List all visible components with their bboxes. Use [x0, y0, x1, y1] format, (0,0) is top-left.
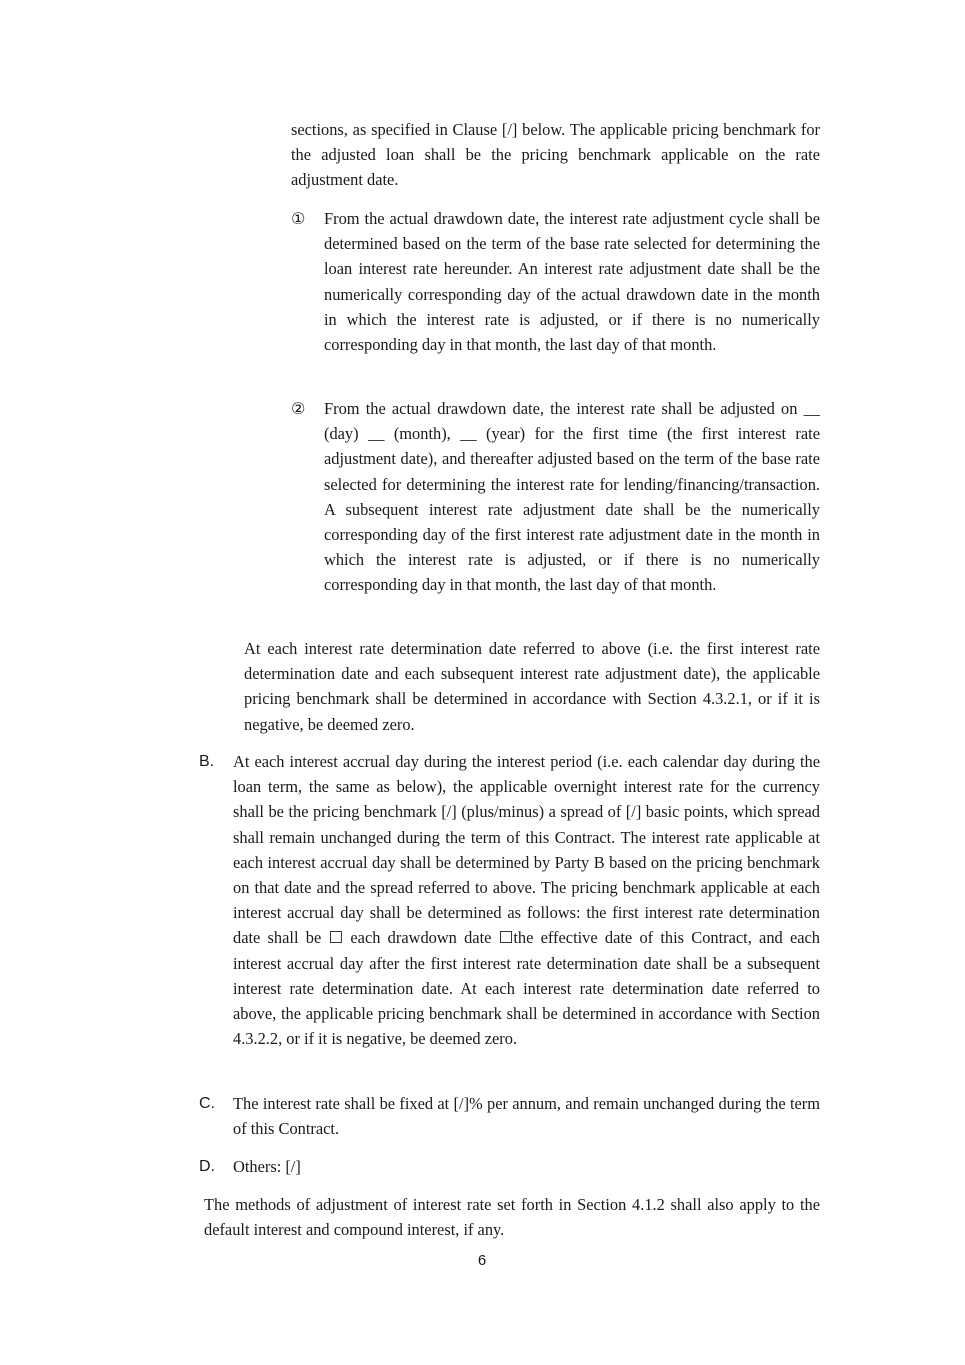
determination-paragraph: [244, 636, 820, 737]
lettered-item-b: [199, 749, 820, 1051]
lettered-item-text: At each interest accrual day during the interest period (i.e. each calendar day during the loan term, the same as below), the applicable overnight interest rate for the currency shall be the pricing benchmark [/] (plus/minus) a spread of [/] basic points, which spread shall remain unchanged during the term of this Contract. The interest rate applicable at each interest accrual day shall be determined by Party B based on the pricing benchmark on that date and the spread referred to above. The pricing benchmark applicable at each interest accrual day shall be determined as follows: the first interest rate determination date shall be ☐ each drawdown date ☐the effective date of this Contract, and each interest accrual day after the first interest rate determination date shall be a subsequent interest rate determination date. At each interest rate determination date referred to above, the applicable pricing benchmark shall be determined in accordance with Section 4.3.2.2, or if it is negative, be deemed zero.: [233, 752, 820, 1049]
lettered-item-text: Others: [/]: [233, 1157, 301, 1176]
intro-paragraph-text: sections, as specified in Clause [/] below. The applicable pricing benchmark for the adjusted loan shall be the pricing benchmark applicable on the rate adjustment date.: [291, 120, 820, 190]
circled-item-2: [291, 396, 824, 598]
circled-item-marker: ①: [291, 209, 306, 228]
circled-item-marker: ②: [291, 399, 306, 418]
lettered-item-d: [199, 1154, 820, 1179]
lettered-item-c: [199, 1091, 820, 1141]
lettered-item-marker: B.: [199, 753, 215, 770]
closing-paragraph-text: The methods of adjustment of interest rate set forth in Section 4.1.2 shall also apply to the default interest and compound interest, if any.: [204, 1195, 820, 1240]
circled-item-text: From the actual drawdown date, the interest rate adjustment cycle shall be determined based on the term of the base rate selected for determining the loan interest rate hereunder. An interest rate adjustment date shall be the numerically corresponding day of the actual drawdown date in the month in which the interest rate is adjusted, or if there is no numerically corresponding day in that month, the last day of that month.: [324, 209, 820, 355]
intro-paragraph: [291, 117, 820, 193]
lettered-item-marker: D.: [199, 1158, 215, 1175]
circled-item-text: From the actual drawdown date, the interest rate shall be adjusted on __ (day) __ (month), __ (year) for the first time (the first interest rate adjustment date), and thereafter adjusted based on the term of the base rate selected for determining the interest rate for lending/financing/transaction. A subsequent interest rate adjustment date shall be the numerically corresponding day of the first interest rate adjustment date in the month in which the interest rate is adjusted, or if there is no numerically corresponding day in that month, the last day of that month.: [324, 399, 820, 595]
lettered-item-marker: C.: [199, 1095, 215, 1112]
page-number: 6: [477, 1252, 487, 1269]
circled-item-1: [291, 206, 824, 357]
determination-paragraph-text: At each interest rate determination date referred to above (i.e. the first interest rate determination date and each subsequent interest rate adjustment date), the applicable pricing benchmark shall be determined in accordance with Section 4.3.2.1, or if it is negative, be deemed zero.: [244, 639, 820, 734]
lettered-item-text: The interest rate shall be fixed at [/]% per annum, and remain unchanged during the term of this Contract.: [233, 1094, 820, 1139]
closing-paragraph: [204, 1192, 820, 1242]
